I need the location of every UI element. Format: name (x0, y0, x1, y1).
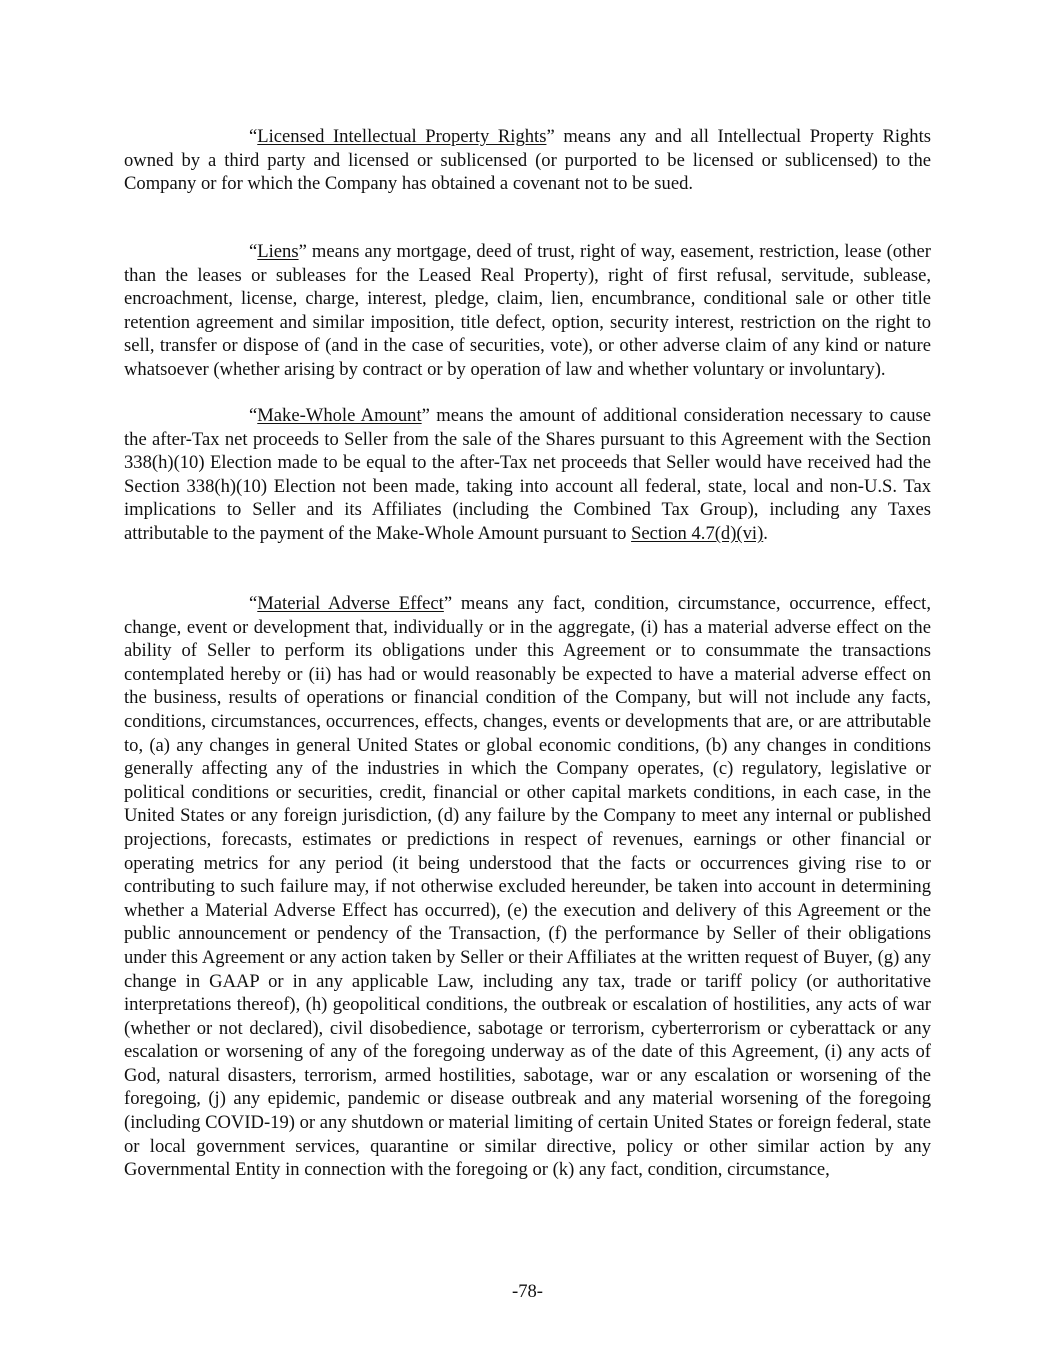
open-quote: “ (249, 593, 258, 614)
definition-liens (124, 240, 931, 382)
close-quote: ” (443, 593, 453, 614)
definition-end: . (763, 522, 768, 544)
definition-body: means any and all Intellectual Property Rights owned by a third party and licensed or sublicensed (or purported to be licensed or sublicensed) to the Company or for which the Company has obtained a covenant not to be sued. (124, 126, 932, 195)
defined-term: Liens (257, 241, 299, 262)
close-quote: ” (546, 126, 555, 147)
defined-term: Material Adverse Effect (257, 593, 444, 614)
defined-term: Make-Whole Amount (257, 405, 422, 426)
definition-body: means any fact, condition, circumstance, occurrence, effect, change, event or development that, individually or in the aggregate, (i) has a material adverse effect on the ability of Seller to perform its obligations under this Agreement or to consummate the transactions contemplated hereby or (ii) has had or would reasonably be expected to have a material adverse effect on the business, results of operations or financial condition of the Company, but will not include any facts, conditions, circumstances, occurrences, effects, changes, events or developments that are, or are attributable to, (a) any changes in general United States or global economic conditions, (b) any changes in conditions generally affecting any of the industries in which the Company operates, (c) regulatory, legislative or political conditions or securities, credit, financial or other capital markets conditions, in each case, in the United States or any foreign jurisdiction, (d) any failure by the Company to meet any internal or published projections, forecasts, estimates or predictions in respect of revenues, earnings or other financial or operating metrics for any period (it being understood that the facts or occurrences giving rise to or contributing to such failure may, if not otherwise excluded hereunder, be taken into account in determining whether a Material Adverse Effect has occurred), (e) the execution and delivery of this Agreement or the public announcement or pendency of the Transaction, (f) the performance by Seller of their obligations under this Agreement or any action taken by Seller or their Affiliates at the written request of Buyer, (g) any change in GAAP or in any applicable Law, including any tax, trade or tariff policy (or authoritative interpretations thereof), (h) geopolitical conditions, the outbreak or escalation of hostilities, any acts of war (whether or not declared), civil disobedience, sabotage or terrorism, cyberterrorism or cyberattack or any escalation or worsening of any of the foregoing underway as of the date of this Agreement, (i) any acts of God, natural disasters, terrorism, armed hostilities, sabotage, war or any escalation or worsening of the foregoing, (j) any epidemic, pandemic or disease outbreak and any material worsening of the foregoing (including COVID-19) or any shutdown or material limiting of certain United States or foreign federal, state or local government services, quarantine or similar directive, policy or other similar action by any Governmental Entity in connection with the foregoing or (k) any fact, condition, circumstance, (124, 593, 931, 1181)
page-number: -78- (512, 1281, 543, 1302)
definition-body: means the amount of additional consideration necessary to cause the after-Tax net proceeds to Seller from the sale of the Shares pursuant to this Agreement with the Section 338(h)(10) Election made to be equal to the after-Tax net proceeds that Seller would have received had the Section 338(h)(10) Election not been made, taking into account all federal, state, local and non-U.S. Tax implications to Seller and its Affiliates (including the Combined Tax Group), including any Taxes attributable to the payment of the Make-Whole Amount pursuant to (124, 405, 931, 544)
open-quote: “ (249, 241, 258, 262)
close-quote: ” (298, 241, 307, 262)
open-quote: “ (249, 405, 258, 426)
definition-make-whole-amount (124, 404, 931, 546)
definition-material-adverse-effect (124, 592, 931, 1182)
defined-term: Licensed Intellectual Property Rights (257, 126, 547, 147)
open-quote: “ (249, 126, 258, 147)
definition-body: means any mortgage, deed of trust, right of way, easement, restriction, lease (other than the leases or subleases for the Leased Real Property), right of first refusal, servitude, sublease, encroachment, license, charge, interest, pledge, claim, lien, encumbrance, conditional sale or other title retention agreement and similar imposition, title defect, option, security interest, restriction on the right to sell, transfer or dispose of (and in the case of securities, vote), or other adverse claim of any kind or nature whatsoever (whether arising by contract or by operation of law and whether voluntary or involuntary). (124, 241, 931, 380)
definition-licensed-ip-rights (124, 125, 931, 196)
close-quote: ” (421, 405, 430, 426)
section-reference: Section 4.7(d)(vi) (631, 522, 764, 544)
